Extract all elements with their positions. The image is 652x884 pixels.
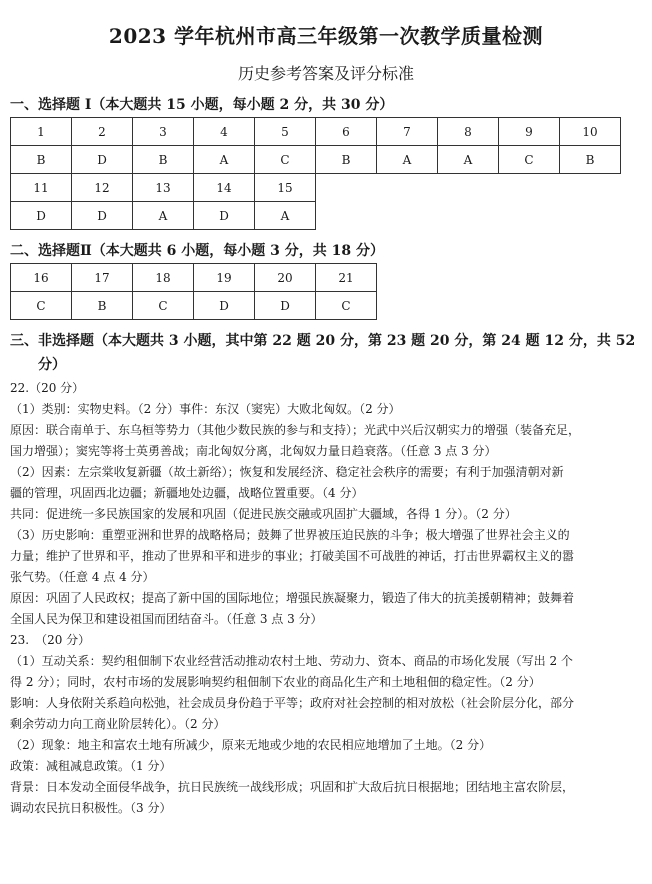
answer-line: 得 2 分）；同时，农村市场的发展影响契约租佃制下农业的商品化生产和土地租佃的稳定性。（2 分） (10, 675, 541, 689)
answer-line: 原因：联合南单于、东乌桓等势力（其他少数民族的参与和支持）；光武中兴后汉朝实力的增强（装备充足， (10, 423, 581, 437)
table-row (11, 264, 377, 292)
question-number: 16 (11, 264, 72, 292)
answer-cell: A (133, 202, 194, 230)
answer-line: 政策：减租减息政策。（1 分） (10, 759, 172, 773)
question-number: 5 (255, 118, 316, 146)
question-number: 14 (194, 174, 255, 202)
question-number: 12 (72, 174, 133, 202)
answer-cell: C (255, 146, 316, 174)
answer-cell: B (11, 146, 72, 174)
answer-cell: B (72, 292, 133, 320)
answer-cell: D (255, 292, 316, 320)
question-number: 18 (133, 264, 194, 292)
answer-cell: B (560, 146, 621, 174)
answer-line: 疆的管理，巩固西北边疆；新疆地处边疆，战略位置重要。（4 分） (10, 486, 364, 500)
answer-line: 全国人民为保卫和建设祖国而团结奋斗。（任意 3 点 3 分） (10, 612, 323, 626)
answer-cell: C (11, 292, 72, 320)
answer-line: （2）现象：地主和富农土地有所减少，原来无地或少地的农民相应地增加了土地。（2 分） (10, 738, 492, 752)
question-number: 8 (438, 118, 499, 146)
table-row (11, 146, 621, 174)
question-number: 4 (194, 118, 255, 146)
answer-line: （1）类别：实物史料。（2 分）事件：东汉（窦宪）大败北匈奴。（2 分） (10, 402, 401, 416)
table-row (11, 174, 621, 202)
question-number: 21 (316, 264, 377, 292)
table-row (11, 118, 621, 146)
section2-heading: 二、选择题Ⅱ（本大题共 6 小题，每小题 3 分，共 18 分） (10, 243, 385, 259)
answer-cell: A (255, 202, 316, 230)
question-number: 17 (72, 264, 133, 292)
table-row (11, 202, 621, 230)
answer-line: （1）互动关系：契约租佃制下农业经营活动推动农村土地、劳动力、资本、商品的市场化发展（写出 2 个 (10, 654, 573, 668)
question-number: 7 (377, 118, 438, 146)
answer-line: 力量；维护了世界和平，推动了世界和平和进步的事业；打破美国不可战胜的神话，打击世界霸权主义的嚣 (10, 549, 575, 563)
section1-heading: 一、选择题 I（本大题共 15 小题，每小题 2 分，共 30 分） (10, 97, 394, 113)
question-number: 3 (133, 118, 194, 146)
section3-heading: 三、非选择题（本大题共 3 小题，其中第 22 题 20 分，第 23 题 20 分，第 24 题 12 分，共 52 (10, 333, 636, 349)
answer-line: 背景：日本发动全面侵华战争，抗日民族统一战线形成；巩固和扩大敌后抗日根据地；团结地主富农阶层， (10, 780, 575, 794)
answer-cell: B (133, 146, 194, 174)
answer-line: 调动农民抗日积极性。（3 分） (10, 801, 172, 815)
question-number: 1 (11, 118, 72, 146)
answer-line: 剩余劳动力向工商业阶层转化）。（2 分） (10, 717, 226, 731)
section1-answer-table (10, 117, 621, 230)
answer-cell: C (499, 146, 560, 174)
question-number: 9 (499, 118, 560, 146)
section2-answer-table (10, 263, 377, 320)
answer-line: （2）因素：左宗棠收复新疆（故土新绤）；恢复和发展经济、稳定社会秩序的需要；有利于加强清朝对新 (10, 465, 564, 479)
exam-title: 2023 学年杭州市高三年级第一次教学质量检测 (108, 24, 544, 48)
question-number: 2 (72, 118, 133, 146)
answer-line: 影响：人身依附关系趋向松弛，社会成员身份趋于平等；政府对社会控制的相对放松（社会阶层分化，部分 (10, 696, 575, 710)
question-number: 11 (11, 174, 72, 202)
answer-cell: A (438, 146, 499, 174)
question-number: 19 (194, 264, 255, 292)
answer-line: 原因：巩固了人民政权；提高了新中国的国际地位；增强民族凝聚力，锻造了伟大的抗美援朝精神；鼓舞着 (10, 591, 575, 605)
answer-cell: A (194, 146, 255, 174)
question-number: 20 (255, 264, 316, 292)
question-number: 10 (560, 118, 621, 146)
answer-line: 张气势。（任意 4 点 4 分） (10, 570, 155, 584)
answer-line: 国力增强）；窦宪等将士英勇善战；南北匈奴分离，北匈奴力量日趋衰落。（任意 3 点 3 分） (10, 444, 497, 458)
question-number: 15 (255, 174, 316, 202)
answer-cell: C (316, 292, 377, 320)
answer-cell: C (133, 292, 194, 320)
answer-line: （3）历史影响：重塑亚洲和世界的战略格局；鼓舞了世界被压迫民族的斗争；极大增强了世界社会主义的 (10, 528, 570, 542)
answer-cell: D (72, 202, 133, 230)
answer-cell: D (194, 202, 255, 230)
question-23-header: 23. （20 分） (10, 633, 91, 647)
table-row (11, 292, 377, 320)
question-22-header: 22.（20 分） (10, 381, 85, 395)
question-number: 13 (133, 174, 194, 202)
answer-cell: D (194, 292, 255, 320)
answer-cell: D (11, 202, 72, 230)
answer-cell: A (377, 146, 438, 174)
answer-cell: D (72, 146, 133, 174)
exam-subtitle: 历史参考答案及评分标准 (237, 64, 414, 83)
answer-cell: B (316, 146, 377, 174)
question-number: 6 (316, 118, 377, 146)
answer-line: 共同：促进统一多民族国家的发展和巩固（促进民族交融或巩固扩大疆域，各得 1 分）。（2 分） (10, 507, 517, 521)
section3-heading-continued: 分） (38, 357, 66, 373)
